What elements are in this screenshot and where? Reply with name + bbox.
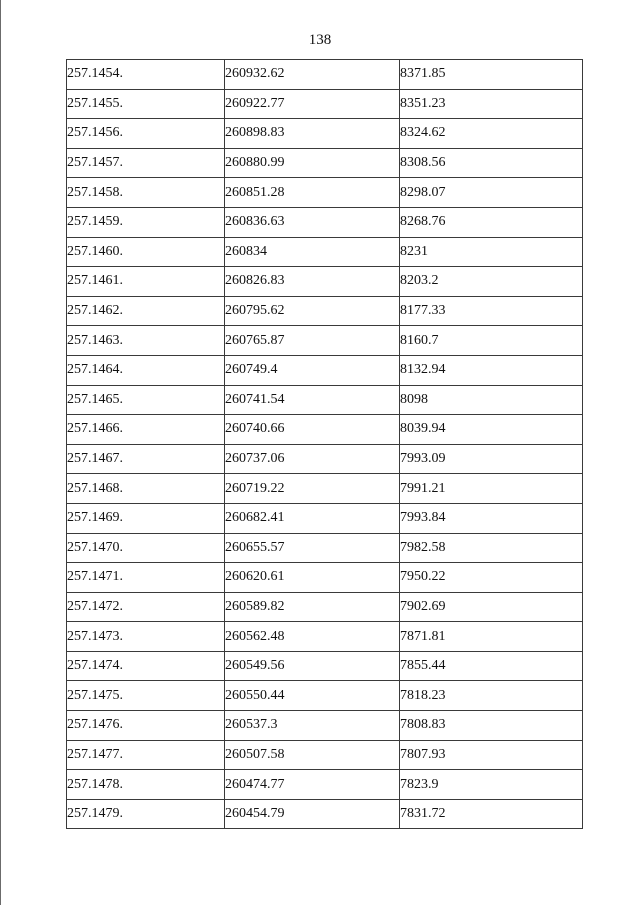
y-coordinate-cell: 7818.23 xyxy=(400,681,583,711)
table-row xyxy=(67,237,583,267)
table-row xyxy=(67,681,583,711)
y-coordinate-cell: 7808.83 xyxy=(400,711,583,741)
x-coordinate-cell: 260737.06 xyxy=(225,444,400,474)
y-coordinate-cell: 8298.07 xyxy=(400,178,583,208)
table-row xyxy=(67,622,583,652)
point-number-cell: 257.1457. xyxy=(67,148,225,178)
table-row xyxy=(67,119,583,149)
y-coordinate-cell: 7871.81 xyxy=(400,622,583,652)
table-row xyxy=(67,474,583,504)
table-row xyxy=(67,326,583,356)
y-coordinate-cell: 8231 xyxy=(400,237,583,267)
table-row xyxy=(67,60,583,90)
point-number-cell: 257.1465. xyxy=(67,385,225,415)
y-coordinate-cell: 7982.58 xyxy=(400,533,583,563)
x-coordinate-cell: 260549.56 xyxy=(225,651,400,681)
table-row xyxy=(67,711,583,741)
y-coordinate-cell: 8371.85 xyxy=(400,60,583,90)
y-coordinate-cell: 7855.44 xyxy=(400,651,583,681)
coordinates-table-body xyxy=(67,60,583,829)
point-number-cell: 257.1475. xyxy=(67,681,225,711)
x-coordinate-cell: 260537.3 xyxy=(225,711,400,741)
point-number-cell: 257.1460. xyxy=(67,237,225,267)
x-coordinate-cell: 260795.62 xyxy=(225,296,400,326)
x-coordinate-cell: 260589.82 xyxy=(225,592,400,622)
y-coordinate-cell: 8177.33 xyxy=(400,296,583,326)
point-number-cell: 257.1474. xyxy=(67,651,225,681)
point-number-cell: 257.1468. xyxy=(67,474,225,504)
point-number-cell: 257.1479. xyxy=(67,799,225,829)
point-number-cell: 257.1473. xyxy=(67,622,225,652)
y-coordinate-cell: 8351.23 xyxy=(400,89,583,119)
table-row xyxy=(67,385,583,415)
x-coordinate-cell: 260834 xyxy=(225,237,400,267)
x-coordinate-cell: 260474.77 xyxy=(225,770,400,800)
point-number-cell: 257.1456. xyxy=(67,119,225,149)
point-number-cell: 257.1467. xyxy=(67,444,225,474)
y-coordinate-cell: 8160.7 xyxy=(400,326,583,356)
y-coordinate-cell: 7993.84 xyxy=(400,503,583,533)
y-coordinate-cell: 8268.76 xyxy=(400,207,583,237)
x-coordinate-cell: 260826.83 xyxy=(225,267,400,297)
table-row xyxy=(67,89,583,119)
table-row xyxy=(67,296,583,326)
x-coordinate-cell: 260719.22 xyxy=(225,474,400,504)
point-number-cell: 257.1472. xyxy=(67,592,225,622)
table-row xyxy=(67,770,583,800)
x-coordinate-cell: 260740.66 xyxy=(225,415,400,445)
point-number-cell: 257.1455. xyxy=(67,89,225,119)
x-coordinate-cell: 260550.44 xyxy=(225,681,400,711)
coordinates-table xyxy=(66,59,583,829)
y-coordinate-cell: 7993.09 xyxy=(400,444,583,474)
table-row xyxy=(67,415,583,445)
point-number-cell: 257.1471. xyxy=(67,563,225,593)
point-number-cell: 257.1476. xyxy=(67,711,225,741)
point-number-cell: 257.1477. xyxy=(67,740,225,770)
point-number-cell: 257.1458. xyxy=(67,178,225,208)
point-number-cell: 257.1469. xyxy=(67,503,225,533)
x-coordinate-cell: 260655.57 xyxy=(225,533,400,563)
y-coordinate-cell: 8308.56 xyxy=(400,148,583,178)
y-coordinate-cell: 8039.94 xyxy=(400,415,583,445)
y-coordinate-cell: 7991.21 xyxy=(400,474,583,504)
x-coordinate-cell: 260454.79 xyxy=(225,799,400,829)
x-coordinate-cell: 260880.99 xyxy=(225,148,400,178)
x-coordinate-cell: 260836.63 xyxy=(225,207,400,237)
table-row xyxy=(67,355,583,385)
x-coordinate-cell: 260898.83 xyxy=(225,119,400,149)
point-number-cell: 257.1459. xyxy=(67,207,225,237)
x-coordinate-cell: 260932.62 xyxy=(225,60,400,90)
table-row xyxy=(67,207,583,237)
point-number-cell: 257.1462. xyxy=(67,296,225,326)
table-row xyxy=(67,267,583,297)
point-number-cell: 257.1464. xyxy=(67,355,225,385)
y-coordinate-cell: 8203.2 xyxy=(400,267,583,297)
y-coordinate-cell: 8132.94 xyxy=(400,355,583,385)
y-coordinate-cell: 8324.62 xyxy=(400,119,583,149)
table-row xyxy=(67,533,583,563)
table-row xyxy=(67,799,583,829)
y-coordinate-cell: 7902.69 xyxy=(400,592,583,622)
point-number-cell: 257.1466. xyxy=(67,415,225,445)
point-number-cell: 257.1461. xyxy=(67,267,225,297)
table-row xyxy=(67,651,583,681)
table-row xyxy=(67,148,583,178)
x-coordinate-cell: 260620.61 xyxy=(225,563,400,593)
table-row xyxy=(67,740,583,770)
page-edge-line xyxy=(0,0,1,905)
y-coordinate-cell: 7807.93 xyxy=(400,740,583,770)
x-coordinate-cell: 260682.41 xyxy=(225,503,400,533)
x-coordinate-cell: 260749.4 xyxy=(225,355,400,385)
y-coordinate-cell: 7823.9 xyxy=(400,770,583,800)
point-number-cell: 257.1478. xyxy=(67,770,225,800)
table-row xyxy=(67,563,583,593)
x-coordinate-cell: 260922.77 xyxy=(225,89,400,119)
x-coordinate-cell: 260507.58 xyxy=(225,740,400,770)
y-coordinate-cell: 8098 xyxy=(400,385,583,415)
x-coordinate-cell: 260851.28 xyxy=(225,178,400,208)
table-row xyxy=(67,444,583,474)
x-coordinate-cell: 260765.87 xyxy=(225,326,400,356)
table-row xyxy=(67,178,583,208)
x-coordinate-cell: 260562.48 xyxy=(225,622,400,652)
y-coordinate-cell: 7950.22 xyxy=(400,563,583,593)
table-row xyxy=(67,503,583,533)
x-coordinate-cell: 260741.54 xyxy=(225,385,400,415)
point-number-cell: 257.1454. xyxy=(67,60,225,90)
point-number-cell: 257.1470. xyxy=(67,533,225,563)
page-number: 138 xyxy=(308,32,332,48)
point-number-cell: 257.1463. xyxy=(67,326,225,356)
y-coordinate-cell: 7831.72 xyxy=(400,799,583,829)
table-row xyxy=(67,592,583,622)
